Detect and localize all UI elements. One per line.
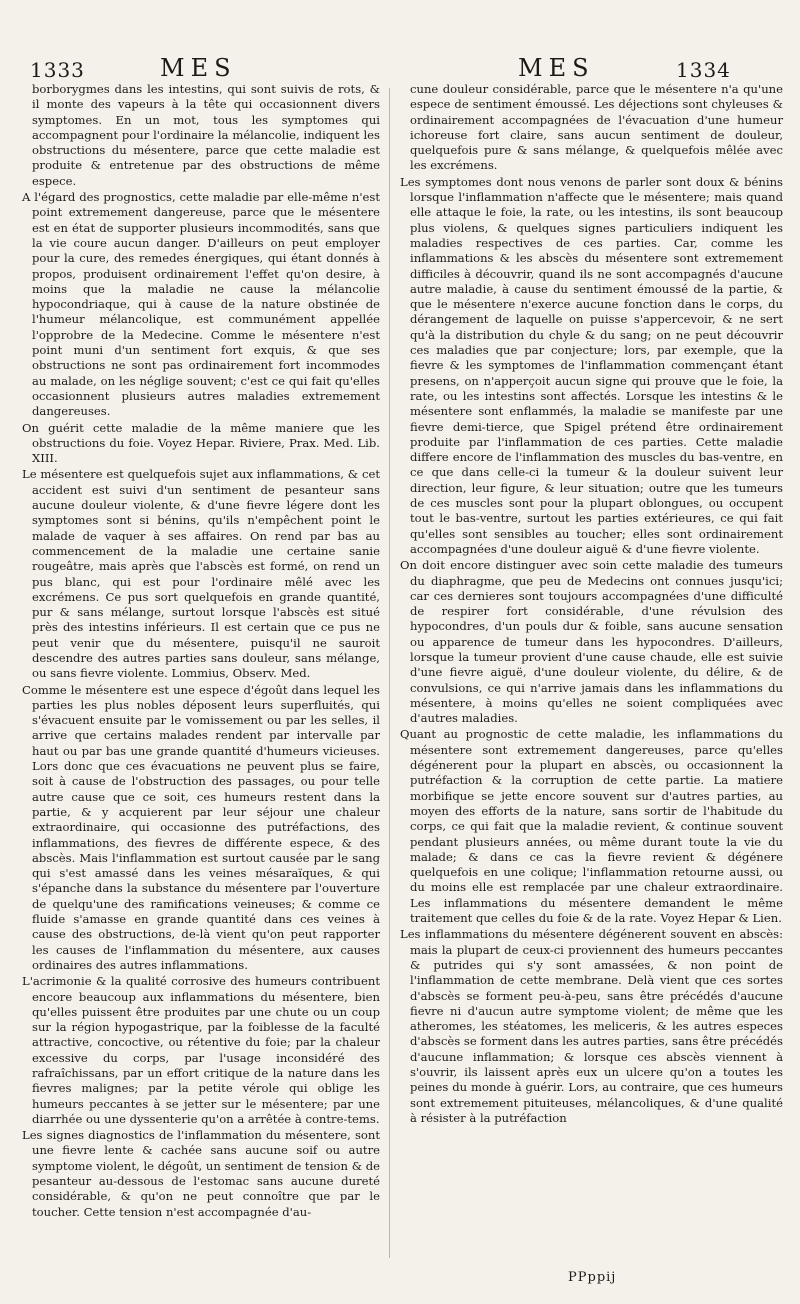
paragraph: borborygmes dans les intestins, qui sont suivis de rots, & il monte des vapeurs à la tête qui occasionnent divers symptomes. En un mot, tous les symptomes qui accompagnent pour l'ordinaire la mélancolie, indiquent les obstructions du mésentere, parce que cette maladie est produite & entretenue par des obstructions de même espece.: [32, 82, 380, 188]
right-page-number: 1334: [676, 58, 731, 82]
paragraph: Les signes diagnostics de l'inflammation du mésentere, sont une fievre lente & cachée sans aucune soif ou autre symptome violent, le dégoût, un sentiment de tension & de pesanteur au-dessous de l'estomac sans aucune dureté considérable, & qu'on ne peut connoître que par le toucher. Cette tension n'est accompagnée d'au-: [22, 1128, 380, 1219]
paragraph: On doit encore distinguer avec soin cette maladie des tumeurs du diaphragme, que peu de Medecins ont connues jusqu'ici; car ces dernieres sont toujours accompagnées d'une difficulté de respirer fort considérable, d'une révulsion des hypocondres, d'un pouls dur & foible, sans aucune sensation ou apparence de tumeur dans les hypocondres. D'ailleurs, lorsque la tumeur provient d'une cause chaude, elle est suivie d'une fievre aiguë, d'une douleur violente, du délire, & de convulsions, ce qui n'arrive jamais dans les inflammations du mésentere, à moins qu'elles ne soient compliquées avec d'autres maladies.: [400, 558, 783, 726]
left-page-number: 1333: [30, 58, 85, 82]
paragraph: Les inflammations du mésentere dégénerent souvent en abscès: mais la plupart de ceux-ci proviennent des humeurs peccantes & putrides qui s'y sont amassées, & non point de l'inflammation de cette membrane. Delà vient que ces sortes d'abscès se forment peu-à-peu, sans être précédés d'aucune fievre ni d'aucun autre symptome violent; de même que les atheromes, les stéatomes, les meliceris, & les autres especes d'abscès se forment dans les autres parties, sans être précédés d'aucune inflammation; & lorsque ces abscès viennent à s'ouvrir, ils laissent après eux un ulcere qu'on a toutes les peines du monde à guérir. Lors, au contraire, que ces humeurs sont extremement pituiteuses, mélancoliques, & d'une qualité à résister à la putréfaction: [400, 927, 783, 1125]
right-running-head: MES: [518, 54, 595, 82]
column-divider: [389, 88, 390, 1258]
paragraph: A l'égard des prognostics, cette maladie par elle-même n'est point extremement dangereuse, parce que le mésentere est en état de supporter plusieurs incommodités, sans que la vie coure aucun danger. D'ailleurs on peut employer pour la cure, des remedes énergiques, qui étant donnés à propos, produisent ordinairement l'effet qu'on desire, à moins que la maladie ne cause la mélancolie hypocondriaque, qui à cause de la nature obstinée de l'humeur mélancolique, est communément appellée l'opprobre de la Medecine. Comme le mésentere n'est point muni d'un sentiment fort exquis, & que ses obstructions ne sont pas ordinairement fort incommodes au malade, on les néglige souvent; c'est ce qui fait qu'elles occasionnent plusieurs autres maladies extremement dangereuses.: [22, 190, 380, 419]
paragraph: Le mésentere est quelquefois sujet aux inflammations, & cet accident est suivi d'un sentiment de pesanteur sans aucune douleur violente, & d'une fievre légere dont les symptomes sont si bénins, qu'ils n'empêchent point le malade de vaquer à ses affaires. On rend par bas au commencement de la maladie une certaine sanie rougeâtre, mais après que l'abscès est formé, on rend un pus blanc, qui est pour l'ordinaire mêlé avec les excrémens. Ce pus sort quelquefois en grande quantité, pur & sans mélange, surtout lorsque l'abscès est situé près des intestins inférieurs. Il est certain que ce pus ne peut venir que du mésentere, puisqu'il ne sauroit descendre des autres parties sans douleur, sans mélange, ou sans fievre violente. Lommius, Observ. Med.: [22, 467, 380, 681]
paragraph: On guérit cette maladie de la même maniere que les obstructions du foie. Voyez Hepar. Riviere, Prax. Med. Lib. XIII.: [22, 420, 380, 466]
paragraph: Quant au prognostic de cette maladie, les inflammations du mésentere sont extremement dangereuses, parce qu'elles dégénerent pour la plupart en abscès, ou occasionnent la putréfaction & la corruption de cette partie. La matiere morbifique se jette encore souvent sur d'autres parties, au moyen des efforts de la nature, sans sortir de l'habitude du corps, ce qui fait que la maladie revient, & continue souvent pendant plusieurs années, ou même durant toute la vie du malade; & dans ce cas la fievre revient & dégénere quelquefois en une colique; l'inflammation retourne aussi, ou du moins elle est remplacée par une chaleur extraordinaire. Les inflammations du mésentere demandent le même traitement que celles du foie & de la rate. Voyez Hepar & Lien.: [400, 727, 783, 926]
paragraph: L'acrimonie & la qualité corrosive des humeurs contribuent encore beaucoup aux inflammations du mésentere, bien qu'elles puissent être produites par une chute ou un coup sur la région hypogastrique, par la foiblesse de la faculté attractive, concoctive, ou rétentive du foie; par la chaleur excessive du corps, par l'usage inconsidéré des rafraîchissans, par un effort critique de la nature dans les fievres malignes; par la petite vérole qui oblige les humeurs peccantes à se jetter sur le mésentere; par une diarrhée ou une dyssenterie qu'on a arrêtée à contre-tems.: [22, 974, 380, 1126]
paragraph: cune douleur considérable, parce que le mésentere n'a qu'une espece de sentiment émoussé. Les déjections sont chyleuses & ordinairement accompagnées de l'évacuation d'une humeur ichoreuse fort claire, sans aucun sentiment de douleur, quelquefois pure & sans mélange, & quelquefois mêlée avec les excrémens.: [410, 82, 783, 173]
paragraph: Comme le mésentere est une espece d'égoût dans lequel les parties les plus nobles déposent leurs superfluités, qui s'évacuent ensuite par le vomissement ou par les selles, il arrive que certains malades rendent par intervalle par haut ou par bas une grande quantité d'humeurs vicieuses. Lors donc que ces évacuations ne peuvent plus se faire, soit à cause de l'obstruction des passages, ou pour telle autre cause que ce soit, ces humeurs restent dans la partie, & y acquierent par leur séjour une chaleur extraordinaire, qui occasionne des putréfactions, des inflammations, des fievres de différente espece, & des abscès. Mais l'inflammation est surtout causée par le sang qui s'est amassé dans les veines mésaraïques, & qui s'épanche dans la substance du mésentere par l'ouverture de quelqu'une des ramifications veineuses; & comme ce fluide s'amasse en grande quantité dans ces veines à cause des obstructions, de-là vient qu'on peut rapporter les causes de l'inflammation du mésentere, aux causes ordinaires des autres inflammations.: [22, 682, 380, 972]
left-column: [22, 82, 380, 1221]
paragraph: Les symptomes dont nous venons de parler sont doux & bénins lorsque l'inflammation n'affecte que le mésentere; mais quand elle attaque le foie, la rate, ou les intestins, ils sont beaucoup plus violens, & quelques signes particuliers indiquent les maladies respectives de ces parties. Car, comme les inflammations & les abscès du mésentere sont extremement difficiles à découvrir, quand ils ne sont accompagnés d'aucune autre maladie, à cause du sentiment émoussé de la partie, & que le mésentere n'exerce aucune fonction dans le corps, du dérangement de laquelle on puisse s'appercevoir, & ne sert qu'à la distribution du chyle & du sang; on ne peut découvrir ces maladies que par conjecture; lors, par exemple, que la fievre & les symptomes de l'inflammation commençant étant presens, on n'apperçoit aucun signe qui prouve que le foie, la rate, ou les intestins sont affectés. Lorsque les intestins & le mésentere sont enflammés, la maladie se manifeste par une fievre demi-tierce, que Spigel prétend être ordinairement produite par l'inflammation de ces parties. Cette maladie differe encore de l'inflammation des muscles du bas-ventre, en ce que dans celle-ci la tumeur & la douleur suivent leur direction, leur figure, & leur situation; outre que les tumeurs de ces muscles sont pour la plupart oblongues, ou occupent tout le bas-ventre, surtout les parties extérieures, ce qui fait qu'elles sont sensibles au toucher; elles sont ordinairement accompagnées d'une douleur aiguë & d'une fievre violente.: [400, 174, 783, 556]
left-running-head: MES: [160, 54, 237, 82]
right-column: [400, 82, 783, 1127]
signature-mark: PPppij: [568, 1270, 617, 1285]
